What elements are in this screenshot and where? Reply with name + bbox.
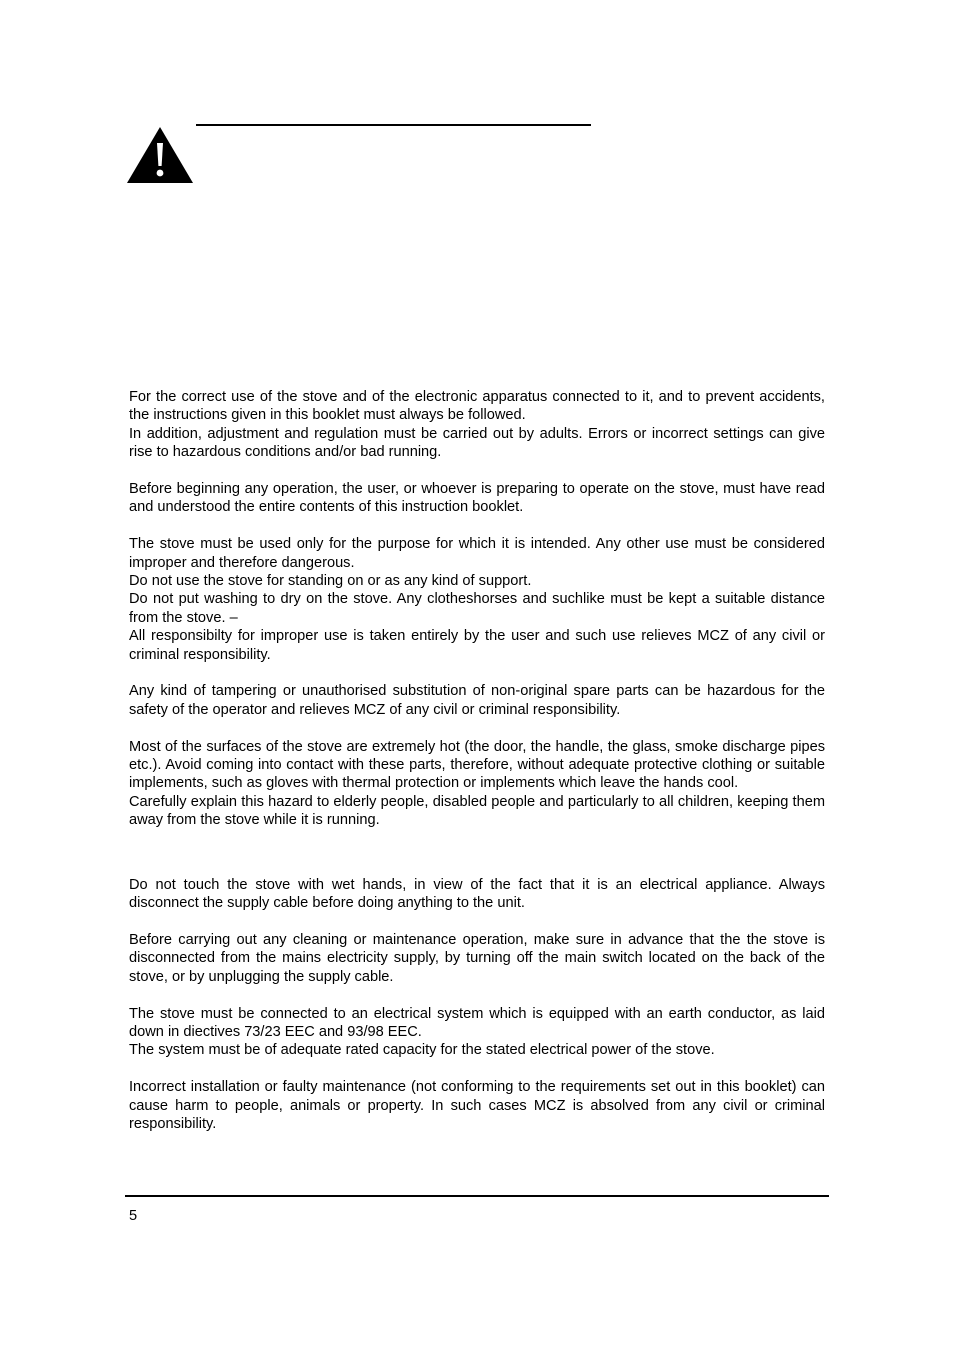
header-rule xyxy=(196,124,591,126)
page-number: 5 xyxy=(129,1208,138,1224)
paragraph: Incorrect installation or faulty maintenance (not conforming to the requirements set out in this booklet) can cause harm to people, animals or property. In such cases MCZ is absolved from any civil or criminal responsibility. xyxy=(129,1079,825,1132)
paragraph: The system must be of adequate rated capacity for the stated electrical power of the stove. xyxy=(129,1042,715,1059)
paragraph: All responsibilty for improper use is taken entirely by the user and such use relieves MCZ of any civil or criminal responsibility. xyxy=(129,628,825,663)
paragraph: Do not touch the stove with wet hands, in view of the fact that it is an electrical appliance. Always disconnect the supply cable before doing anything to the unit. xyxy=(129,876,825,912)
paragraph: Do not put washing to dry on the stove. Any clotheshorses and suchlike must be kept a suitable distance from the stove. – xyxy=(129,591,825,626)
paragraph: For the correct use of the stove and of the electronic apparatus connected to it, and to prevent accidents, the instructions given in this booklet must always be followed. xyxy=(129,389,825,424)
paragraph: Before carrying out any cleaning or maintenance operation, make sure in advance that the the stove is disconnected from the mains electricity supply, by turning off the main switch located on the back of the stove, or by unplugging the supply cable. xyxy=(129,931,825,985)
paragraph: Most of the surfaces of the stove are extremely hot (the door, the handle, the glass, smoke discharge pipes etc.). Avoid coming into contact with these parts, therefore, without adequate protective clothing or suitable implements, such as gloves with thermal protection or implements which leave the hands cool. xyxy=(129,738,825,792)
paragraph: Do not use the stove for standing on or as any kind of support. xyxy=(129,573,532,590)
paragraph: In addition, adjustment and regulation must be carried out by adults. Errors or incorrect settings can give rise to hazardous conditions and/or bad running. xyxy=(129,425,825,461)
paragraph: Carefully explain this hazard to elderly people, disabled people and particularly to all children, keeping them away from the stove while it is running. xyxy=(129,793,825,829)
footer-rule xyxy=(125,1195,829,1197)
safety-instructions xyxy=(129,388,825,1133)
paragraph: Any kind of tampering or unauthorised substitution of non-original spare parts can be hazardous for the safety of the operator and relieves MCZ of any civil or criminal responsibility. xyxy=(129,683,825,718)
warning-triangle-icon xyxy=(126,126,194,184)
paragraph: The stove must be used only for the purpose for which it is intended. Any other use must be considered improper and therefore dangerous. xyxy=(129,536,825,571)
paragraph: Before beginning any operation, the user, or whoever is preparing to operate on the stove, must have read and understood the entire contents of this instruction booklet. xyxy=(129,481,825,516)
paragraph: The stove must be connected to an electrical system which is equipped with an earth conductor, as laid down in diectives 73/23 EEC and 93/98 EEC. xyxy=(129,1005,825,1040)
